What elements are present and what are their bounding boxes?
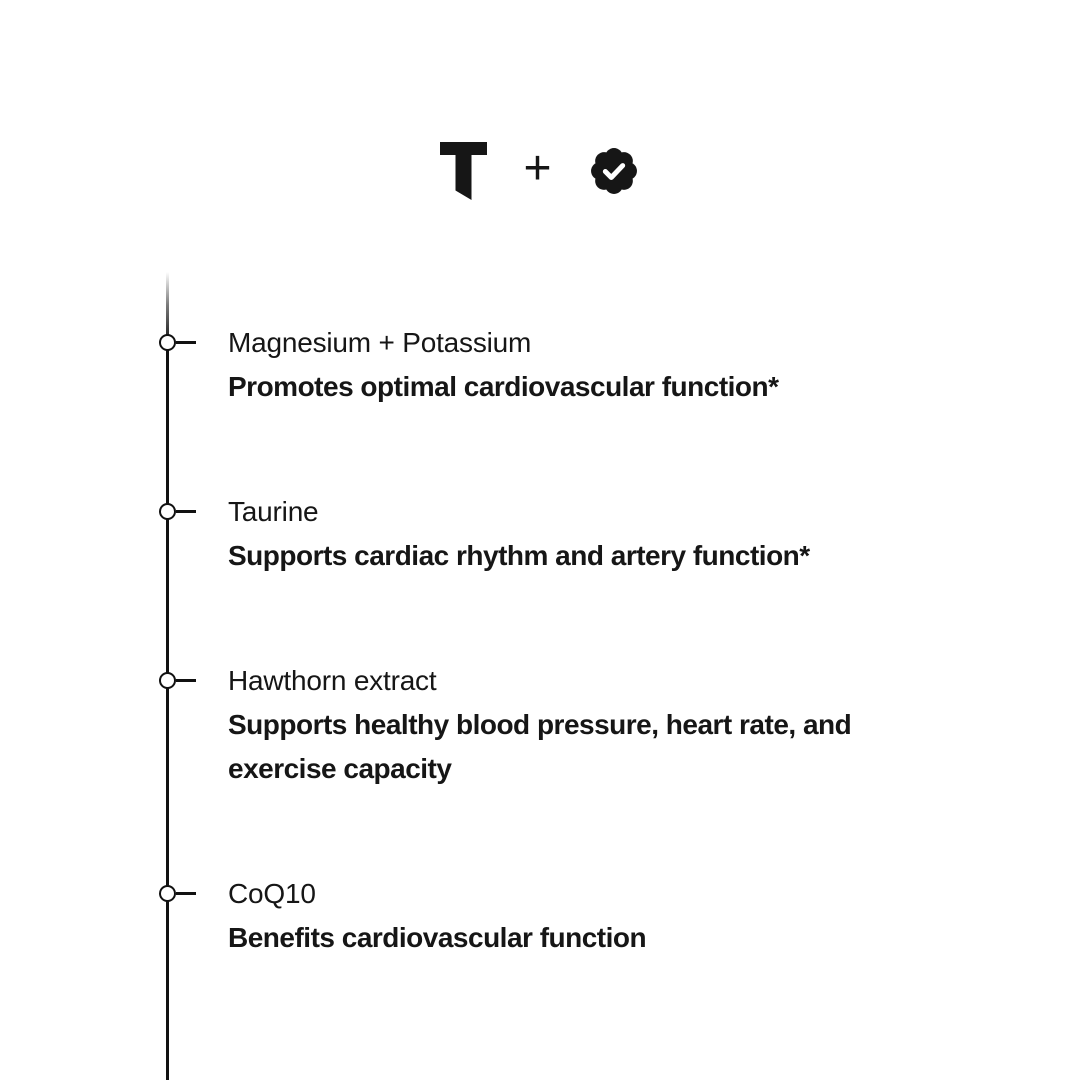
- timeline-item-taurine: [228, 490, 928, 578]
- item-title: CoQ10: [228, 878, 316, 909]
- timeline-node-icon: [159, 334, 176, 351]
- timeline-connector: [176, 892, 196, 895]
- item-description: Promotes optimal cardiovascular function*: [228, 371, 779, 402]
- item-description: Supports cardiac rhythm and artery function*: [228, 540, 810, 571]
- plus-sign: +: [523, 142, 552, 195]
- verified-seal-icon: [588, 145, 640, 197]
- brand-lockup: [0, 141, 1080, 201]
- timeline-item-magnesium-potassium: [228, 321, 928, 409]
- timeline-node-icon: [159, 672, 176, 689]
- timeline-marker: [159, 334, 199, 352]
- timeline-connector: [176, 679, 196, 682]
- brand-t-logo-icon: [440, 142, 487, 200]
- item-description: Benefits cardiovascular function: [228, 922, 647, 953]
- item-title: Taurine: [228, 496, 319, 527]
- timeline-marker: [159, 672, 199, 690]
- timeline-node-icon: [159, 503, 176, 520]
- timeline: [228, 321, 928, 1041]
- timeline-item-hawthorn-extract: [228, 659, 928, 791]
- item-description: Supports healthy blood pressure, heart rate, and exercise capacity: [228, 709, 852, 784]
- timeline-marker: [159, 885, 199, 903]
- timeline-node-icon: [159, 885, 176, 902]
- timeline-connector: [176, 510, 196, 513]
- item-title: Magnesium + Potassium: [228, 327, 532, 358]
- item-title: Hawthorn extract: [228, 665, 437, 696]
- timeline-marker: [159, 503, 199, 521]
- timeline-connector: [176, 341, 196, 344]
- timeline-item-coq10: [228, 872, 928, 960]
